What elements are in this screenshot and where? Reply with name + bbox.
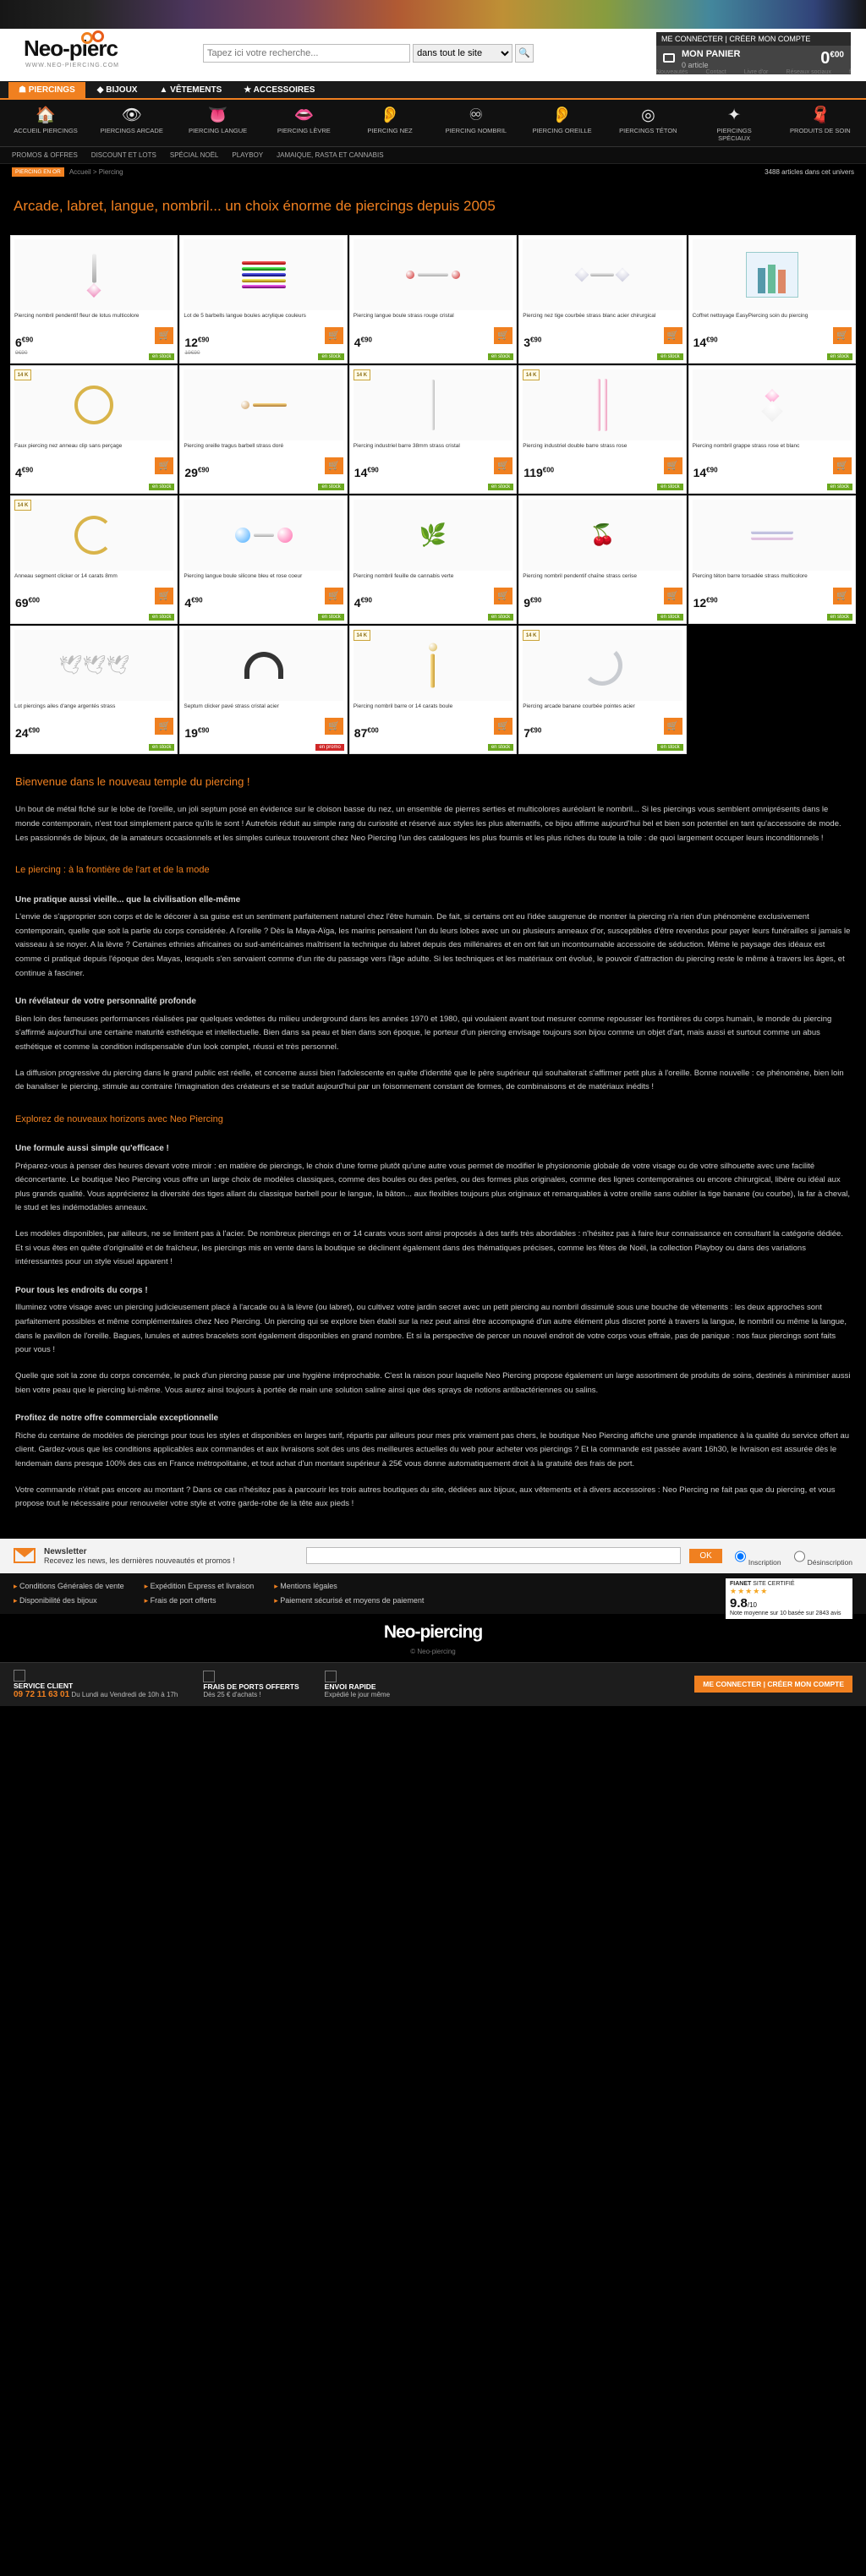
- breadcrumb: [0, 164, 866, 180]
- bottom-envoi-rapide: [325, 1671, 390, 1698]
- newsletter-email-input[interactable]: [306, 1547, 681, 1564]
- add-to-cart-button[interactable]: 🛒: [325, 327, 343, 344]
- product-image: [14, 239, 173, 310]
- newsletter-opt-in-radio[interactable]: [735, 1548, 746, 1565]
- sidebar-item-piercing-oreille[interactable]: [529, 105, 596, 143]
- product-title[interactable]: Piercing langue boule strass rouge cristal: [353, 312, 454, 319]
- bottom-title-1: FRAIS DE PORTS OFFERTS: [203, 1682, 299, 1691]
- bottom-service-bar: [0, 1662, 866, 1706]
- fianet-sub: SITE CERTIFIÉ: [753, 1580, 795, 1587]
- product-old-price: 19€90: [184, 349, 200, 356]
- product-price: $12^{€90}$: [693, 595, 718, 610]
- gold-badge: 14 K: [354, 630, 370, 641]
- logo-subtitle: WWW.NEO-PIERCING.COM: [25, 63, 119, 68]
- product-image: [14, 369, 173, 440]
- product-price: $7^{€90}$: [523, 725, 542, 740]
- envelope-icon: [14, 1548, 36, 1563]
- breadcrumb-path[interactable]: Accueil > Piercing: [69, 167, 123, 176]
- product-image: [693, 500, 852, 571]
- gold-badge: 14 K: [523, 369, 540, 380]
- product-title[interactable]: Piercing nombril feuille de cannabis verte: [353, 572, 454, 579]
- product-title[interactable]: Anneau segment clicker or 14 carats 8mm: [14, 572, 118, 579]
- product-price: $19^{€90}$: [184, 725, 210, 740]
- sidebar-item-piercing-levre[interactable]: [270, 105, 337, 143]
- stock-badge: en stock: [318, 614, 343, 621]
- newsletter-bar: [0, 1539, 866, 1573]
- stock-badge: en stock: [657, 484, 682, 490]
- stock-badge: en stock: [149, 744, 174, 751]
- product-card-4[interactable]: [688, 235, 856, 364]
- newsletter-subtitle: Recevez les news, les dernières nouveautés et promos !: [44, 1556, 235, 1565]
- stock-badge: en stock: [488, 744, 513, 751]
- product-price: $87^{€00}$: [354, 725, 379, 740]
- subnav-item-2[interactable]: SPÉCIAL NOËL: [169, 150, 219, 159]
- product-image: [184, 239, 343, 310]
- bottom-phone: 09 72 11 63 01: [14, 1689, 70, 1699]
- product-card-1[interactable]: [179, 235, 347, 364]
- eyebrow-icon: 👁: [121, 107, 142, 124]
- page-title: Arcade, labret, langue, nombril... un choix énorme de piercings depuis 2005: [14, 198, 496, 215]
- footer-logo-text: Neo-piercing: [383, 1622, 483, 1642]
- product-card-5[interactable]: [10, 365, 178, 494]
- subnav-item-0[interactable]: PROMOS & OFFRES: [12, 150, 78, 159]
- add-to-cart-button[interactable]: 🛒: [833, 457, 852, 474]
- footer-link-dispo[interactable]: ▸ Disponibilité des bijoux: [14, 1596, 124, 1605]
- sidebar-item-piercing-nez[interactable]: [356, 105, 424, 143]
- product-price: $14^{€90}$: [693, 465, 718, 479]
- bottom-line-1: Dès 25 € d'achats !: [203, 1690, 261, 1698]
- add-to-cart-button[interactable]: 🛒: [494, 588, 512, 604]
- cart-icon: [663, 53, 675, 63]
- icon-label-5: PIERCING NOMBRIL: [445, 127, 507, 134]
- sidebar-item-produits-de-soin[interactable]: [787, 105, 854, 143]
- product-price: $14^{€90}$: [693, 335, 718, 349]
- navel-icon: ♾: [469, 107, 484, 124]
- product-old-price: 9€90: [15, 349, 28, 356]
- footer-link-frais-port[interactable]: ▸ Frais de port offerts: [145, 1596, 255, 1605]
- search-bar: [203, 44, 541, 63]
- product-price: $4^{€90}$: [184, 595, 203, 610]
- add-to-cart-button[interactable]: 🛒: [325, 588, 343, 604]
- article-h4-5: Profitez de notre offre commerciale exceptionnelle: [15, 1414, 219, 1424]
- sidebar-item-piercings-speciaux[interactable]: [700, 105, 768, 143]
- bottom-hours: Du Lundi au Vendredi de 10h à 17h: [71, 1690, 178, 1698]
- add-to-cart-button[interactable]: 🛒: [833, 327, 852, 344]
- stock-badge: en stock: [488, 614, 513, 621]
- add-to-cart-button[interactable]: 🛒: [325, 457, 343, 474]
- product-image: [184, 500, 343, 571]
- category-icon-nav: [0, 100, 866, 147]
- stock-badge: en stock: [657, 614, 682, 621]
- product-price: $4^{€90}$: [354, 595, 372, 610]
- product-card-6[interactable]: [179, 365, 347, 494]
- header-link-2[interactable]: Livre d'or: [743, 69, 769, 75]
- sidebar-item-piercings-arcade[interactable]: [98, 105, 166, 143]
- newsletter-title: Newsletter: [44, 1546, 87, 1556]
- account-link[interactable]: ME CONNECTER | CRÉER MON COMPTE: [656, 32, 851, 46]
- breadcrumb-badge[interactable]: PIERCING EN OR: [12, 167, 64, 177]
- bottom-line-2: Expédié le jour même: [324, 1690, 391, 1698]
- product-image: [354, 369, 512, 440]
- add-to-cart-button[interactable]: 🛒: [325, 718, 343, 735]
- fianet-title: FIANET SITE CERTIFIÉ: [730, 1580, 795, 1587]
- nav-bijoux[interactable]: ◆ BIJOUX: [96, 85, 138, 95]
- add-to-cart-button[interactable]: 🛒: [494, 457, 512, 474]
- product-title[interactable]: Piercing industriel double barre strass rose: [523, 442, 628, 449]
- cart-count: 0 article: [682, 61, 709, 69]
- add-to-cart-button[interactable]: 🛒: [494, 327, 512, 344]
- rating-stars: ★★★★★: [730, 1586, 769, 1595]
- home-icon: 🏠: [36, 107, 56, 124]
- stock-badge: en stock: [318, 353, 343, 360]
- stock-badge: en stock: [149, 484, 174, 490]
- product-title[interactable]: Lot piercings ailes d'ange argentés strass: [14, 703, 116, 709]
- icon-label-3: PIERCING LÈVRE: [277, 127, 331, 134]
- product-price: $69^{€00}$: [15, 595, 40, 610]
- stock-badge: en stock: [657, 744, 682, 751]
- promo-subnav: [0, 147, 866, 164]
- add-to-cart-button[interactable]: 🛒: [833, 588, 852, 604]
- product-card-10[interactable]: [10, 495, 178, 624]
- article-subheading-2: Explorez de nouveaux horizons avec Neo Piercing: [15, 1113, 223, 1124]
- product-price: $3^{€90}$: [523, 335, 542, 349]
- product-image: [693, 239, 852, 310]
- product-image: [523, 369, 682, 440]
- add-to-cart-button[interactable]: 🛒: [664, 718, 682, 735]
- product-card-17[interactable]: [349, 626, 517, 754]
- special-icon: ✦: [727, 107, 742, 124]
- sidebar-item-piercing-nombril[interactable]: [442, 105, 510, 143]
- product-card-0[interactable]: [10, 235, 178, 364]
- newsletter-submit-button[interactable]: OK: [689, 1549, 721, 1563]
- bottom-account-link[interactable]: ME CONNECTER | CRÉER MON COMPTE: [694, 1676, 852, 1693]
- stock-badge: en stock: [488, 353, 513, 360]
- product-price: $6^{€90}$: [15, 335, 34, 349]
- product-price: $29^{€90}$: [184, 465, 210, 479]
- article-p4: Préparez-vous à penser des heures devant votre miroir : en matière de piercings, le choix d'une forme plutôt qu'une autre vous permet de modifier le physionomie globale de votre visage ou de votre silhouette avec une facilité déconcertante. Le boutique Neo Piercing vous offre un large choix de modèles classiques, comme des boules ou des perles, ou des formes plus originales, comme des lignes contemporaines ou encore chirurgical, libère ou idéal aux plus grands qualité. Vous apprécierez la diversité des tiges allant du classique barbell pour le langue, la bâton... aux flexibles toujours plus originaux et remarquables à votre oreille sans oublier la tige banane (ou courbe), la far à cheval, le stud et les indémodables anneaux.: [15, 1161, 851, 1213]
- gold-badge: 14 K: [354, 369, 370, 380]
- product-title[interactable]: Piercing langue boule silicone bleu et rose coeur: [184, 572, 303, 579]
- nav-accessoires[interactable]: ★ ACCESSOIRES: [244, 85, 315, 95]
- product-image: [354, 630, 512, 701]
- bottom-service-client: [14, 1670, 178, 1699]
- stock-badge: en stock: [827, 484, 852, 490]
- product-price: $24^{€90}$: [15, 725, 40, 740]
- newsletter-opt-out-radio[interactable]: [794, 1548, 805, 1565]
- logo-rings-icon: [81, 30, 115, 49]
- article-p5: Les modèles disponibles, par ailleurs, ne se limitent pas à l'acier. De nombreux piercings en or 14 carats vous sont ainsi proposés à des tarifs très abordables : n'hésitez pas à faire leur connaissance en consultant la catégorie dédiée. Et si vous êtes en quête d'originalité et de fraîcheur, les piercings mis en vente dans la boutique se déclinent également dans des thématiques précises, comme les fêtes de Noël, la collection Playboy ou dans des variations intéressantes pour un style visuel apparent !: [15, 1229, 843, 1267]
- product-title[interactable]: Piercing arcade banane courbée pointes acier: [523, 703, 635, 709]
- add-to-cart-button[interactable]: 🛒: [155, 327, 173, 344]
- gold-badge: 14 K: [523, 630, 540, 641]
- article-subheading-1: Le piercing : à la frontière de l'art et de la mode: [15, 865, 210, 876]
- gold-badge: 14 K: [14, 500, 31, 511]
- footer-col-3: [274, 1582, 424, 1605]
- article-heading: Bienvenue dans le nouveau temple du piercing !: [15, 774, 250, 788]
- article-p7: Quelle que soit la zone du corps concernée, le pack d'un piercing passe par une hygiène irréprochable. C'est la raison pour laquelle Neo Piercing propose également un large assortiment de produits de soins, destinés à minimiser aussi bien votre peau que le piercing lui-même. Vous aurez ainsi toujours à portée de main une solution saline ainsi que des sprays de notions antibactériennes ou salins.: [15, 1370, 851, 1395]
- article-h4-2: Un révélateur de votre personnalité profonde: [15, 997, 196, 1007]
- add-to-cart-button[interactable]: 🛒: [155, 588, 173, 604]
- product-image: 🕊🕊🕊: [14, 630, 173, 701]
- article-p3: La diffusion progressive du piercing dans le grand public est réelle, et concerne aussi bien l'adolescente en quête d'identité que le père supérieur qui souhaiterait s'affirmer petit plus à l'oreille. Bonne nouvelle : ce phénomène, bien loin de banaliser le piercing, stimule au contraire l'imagination des créateurs et se traduit aujourd'hui par un foisonnement constant de formes, de combinaisons et de matériaux inédits !: [15, 1068, 844, 1092]
- footer-col-2: [145, 1582, 255, 1605]
- nav-piercings[interactable]: ☗ PIERCINGS: [8, 82, 85, 98]
- product-title[interactable]: Piercing oreille tragus barbell strass doré: [184, 442, 284, 449]
- icon-label-4: PIERCING NEZ: [367, 127, 413, 134]
- add-to-cart-button[interactable]: 🛒: [664, 457, 682, 474]
- product-price: $4^{€90}$: [354, 335, 372, 349]
- product-card-15[interactable]: [10, 626, 178, 754]
- product-title[interactable]: Faux piercing nez anneau clip sans perçage: [14, 442, 123, 449]
- product-title[interactable]: Piercing industriel barre 38mm strass cristal: [353, 442, 460, 449]
- fianet-note: Note moyenne sur 10 basée sur 2843 avis: [730, 1610, 841, 1616]
- product-image: [693, 369, 852, 440]
- header-link-1[interactable]: Contact: [705, 69, 726, 75]
- product-title[interactable]: Piercing téton barre torsadée strass multicolore: [692, 572, 808, 579]
- truck-icon: [203, 1671, 215, 1682]
- header-link-3[interactable]: Réseaux sociaux: [786, 69, 831, 75]
- newsletter-opt-in[interactable]: Inscription: [731, 1545, 781, 1567]
- gift-icon: [325, 1671, 337, 1682]
- footer-links: [0, 1573, 866, 1614]
- article-intro: Un bout de métal fiché sur le lobe de l'oreille, un joli septum posé en évidence sur le cloison basse du nez, un ensemble de pierres serties et multicolores auréolant le nombril... Si les piercings vous semblent omniprésents dans le monde contemporain, n'est tout simplement parce qu'ils le sont ! Autrefois réduit au simple rang du curiosité et réservé aux styles les plus alternatifs, ce bijou affirme aujourd'hui bel et bien son potentiel en tant qu'accessoire de mode. Les passionnés de bijoux, de la amateurs occasionnels et les simples curieux trouveront chez Neo Piercing l'un des catalogues les plus fournis et les plus riches du toute la toile : de quoi largement occuper leurs inconditionnels !: [15, 805, 841, 843]
- header-link-0[interactable]: Nouveautés: [656, 69, 688, 75]
- footer-logo[interactable]: [0, 1614, 866, 1648]
- product-title[interactable]: Coffret nettoyage EasyPiercing soin du piercing: [692, 312, 808, 319]
- nipple-icon: ◎: [641, 107, 655, 124]
- product-card-7[interactable]: [349, 365, 517, 494]
- product-title[interactable]: Piercing nombril pendentif chaîne strass cerise: [523, 572, 637, 579]
- cart-label: MON PANIER: [682, 49, 741, 59]
- icon-label-2: PIERCING LANGUE: [188, 127, 248, 134]
- article-p9: Votre commande n'était pas encore au montant ? Dans ce cas n'hésitez pas à parcourir les trois autres boutiques du site, dédiées aux bijoux, aux vêtements et à divers accessoires : Neo Piercing ne fait pas que du piercing, et vous propose tout le nécessaire pour renouveler votre style et votre garde-robe de la tête aux pieds !: [15, 1485, 836, 1509]
- footer-link-paiement[interactable]: ▸ Paiement sécurisé et moyens de paiement: [274, 1596, 424, 1605]
- site-header: [0, 29, 866, 81]
- article-p6: Illuminez votre visage avec un piercing judicieusement placé à l'arcade ou à la lèvre (ou labret), ou cultivez votre jardin secret avec un petit piercing au nombril dissimulé sous une bouche de vêtements : les deux approches sont parfaitement possibles et même complémentaires chez Neo Piercing. Un piercing qui se explore bien établi sur la nez peut ainsi être accompagné d'un autre élément plus discret porté à travers la langue, le nombril ou même la langue, dans le pavillon de l'oreille. Bagues, lunules et autres bracelets sont également disponibles en grand nombre. Et si la perspective de percer un nouvel endroit de votre corps vous effraie, pas de panique : nos faux piercings sont faits pour vous !: [15, 1303, 847, 1355]
- product-card-18[interactable]: [518, 626, 686, 754]
- decorative-top-strip: [0, 0, 866, 29]
- product-price: $12^{€90}$: [184, 335, 210, 349]
- product-image: 🌿: [354, 500, 512, 571]
- article-p8: Riche du centaine de modèles de piercings pour tous les styles et disponibles en larges tarif, répartis par ailleurs pour mes prix vraiment pas chers, le boutique Neo Piercing affiche une grande impatience à la qualité du service offert au client. Gardez-vous que les conditions applicables aux commandes et aux livraisons soit des uns des meilleures actuelles du web pour acheter vos piercings ? Et la commande est passée avant 16h30, le livraison est assurée dès le lendemain dans presque 100% des cas en France métropolitaine, et tout achat d'un montant supérieur à 25€ vous donne automatiquement droit à la gratuité des frais de port.: [15, 1430, 850, 1468]
- product-image: [523, 630, 682, 701]
- product-title[interactable]: Piercing nombril pendentif fleur de lotus multicolore: [14, 312, 140, 319]
- fianet-badge[interactable]: [726, 1578, 852, 1619]
- fianet-score: 9.8/10: [730, 1595, 757, 1611]
- newsletter-opt-out[interactable]: Désinscription: [790, 1545, 852, 1567]
- lip-icon: 👄: [293, 107, 315, 124]
- cart-total: $0^{€00}$: [820, 49, 844, 68]
- nose-icon: 👂: [380, 107, 400, 124]
- product-title[interactable]: Piercing nez tige courbée strass blanc acier chirurgical: [523, 312, 656, 319]
- care-icon: 🧣: [810, 107, 830, 124]
- subnav-item-1[interactable]: DISCOUNT ET LOTS: [90, 150, 156, 159]
- footer-link-expedition[interactable]: ▸ Expédition Express et livraison: [145, 1582, 255, 1591]
- product-grid: [0, 235, 866, 754]
- product-card-2[interactable]: [349, 235, 517, 364]
- icon-label-6: PIERCING OREILLE: [532, 127, 592, 134]
- icon-label-8: PIERCINGS SPÉCIAUX: [716, 127, 752, 143]
- product-title[interactable]: Lot de 5 barbells langue boules acrylique couleurs: [184, 312, 306, 319]
- footer-copyright: © Neo-piercing: [410, 1647, 456, 1655]
- article-h4-1: Une pratique aussi vieille... que la civilisation elle-même: [15, 894, 241, 905]
- product-title[interactable]: Septum clicker pavé strass cristal acier: [184, 703, 279, 709]
- stock-badge: en stock: [827, 614, 852, 621]
- nav-vetements[interactable]: ▲ VÊTEMENTS: [159, 85, 222, 95]
- product-title[interactable]: Piercing nombril grappe strass rose et blanc: [692, 442, 800, 449]
- bottom-frais-port: [203, 1671, 299, 1698]
- icon-label-7: PIERCINGS TÉTON: [619, 127, 677, 134]
- product-image: 🍒: [523, 500, 682, 571]
- product-image: [184, 369, 343, 440]
- stock-badge: en stock: [149, 614, 174, 621]
- add-to-cart-button[interactable]: 🛒: [664, 588, 682, 604]
- article-p2: Bien loin des fameuses performances réalisées par quelques vedettes du milieu underground dans les années 1970 et 1980, qui voulaient avant tout mesurer comme repousser les frontières du corps humain, le monde du piercing s'affirmé aujourd'hui une certaine maturité esthétique et intellectuelle. Bien dans sa peau et bien dans son époque, le porteur d'un piercing envisage toujours son bijou comme un objet d'art, mais aussi et surtout comme un abus esthétique et comme la condition indispensable d'un look complet, réussi et très personnel.: [15, 1014, 832, 1052]
- stock-badge: en stock: [657, 353, 682, 360]
- product-card-13[interactable]: [518, 495, 686, 624]
- product-card-filler: [688, 626, 856, 754]
- bottom-title-2: ENVOI RAPIDE: [324, 1682, 376, 1691]
- article-h4-3: Une formule aussi simple qu'efficace !: [15, 1144, 169, 1154]
- subnav-item-3[interactable]: PLAYBOY: [232, 150, 264, 159]
- logo-text: Neo-pierc: [24, 36, 118, 61]
- product-card-11[interactable]: [179, 495, 347, 624]
- phone-icon: [14, 1670, 25, 1682]
- stock-badge: en promo: [315, 744, 343, 751]
- product-image: [184, 630, 343, 701]
- subnav-item-4[interactable]: JAMAIQUE, RASTA ET CANNABIS: [277, 150, 384, 159]
- search-scope-select[interactable]: [413, 44, 512, 63]
- main-navigation: [0, 81, 866, 100]
- add-to-cart-button[interactable]: 🛒: [494, 718, 512, 735]
- footer-col-1: [14, 1582, 124, 1605]
- product-price: $14^{€90}$: [354, 465, 379, 479]
- facebook-icon[interactable]: f: [849, 69, 851, 75]
- newsletter-options: [731, 1545, 852, 1567]
- footer-link-mentions[interactable]: ▸ Mentions légales: [274, 1582, 424, 1591]
- product-card-9[interactable]: [688, 365, 856, 494]
- product-image: [523, 239, 682, 310]
- sidebar-item-accueil-piercings[interactable]: [12, 105, 79, 143]
- product-card-3[interactable]: [518, 235, 686, 364]
- add-to-cart-button[interactable]: 🛒: [155, 457, 173, 474]
- stock-badge: en stock: [149, 353, 174, 360]
- product-card-16[interactable]: [179, 626, 347, 754]
- add-to-cart-button[interactable]: 🛒: [155, 718, 173, 735]
- header-links: [656, 69, 851, 75]
- ear-icon: 👂: [551, 107, 573, 124]
- stock-badge: en stock: [318, 484, 343, 490]
- product-card-12[interactable]: [349, 495, 517, 624]
- product-price: $4^{€90}$: [15, 465, 34, 479]
- account-panel: [656, 32, 851, 74]
- result-count: 3488 articles dans cet univers: [765, 167, 854, 176]
- tongue-icon: 👅: [207, 107, 228, 124]
- sidebar-item-piercings-teton[interactable]: [614, 105, 682, 143]
- product-price: $119^{€00}$: [523, 465, 555, 479]
- product-image: [14, 500, 173, 571]
- article-p1: L'envie de s'approprier son corps et de le décorer à sa guise est un sentiment parfaitement naturel chez l'être humain. De fait, si certains ont eu l'idée saugrenue de montrer la piercing n'a rien d'un phénomène exclusivement contemporain, quelle que soit la partie du corps considérée. A l'oreille ? Dès la Maya-Aïga, les marins pensaient l'un du leurs lobes avec un ou plusieurs anneaux d'or, susceptibles d'être revendus pour payer leurs funérailles si jamais le vaisseau à se noyer. A la lèvre ? Certaines ethnies africaines ou sud-américaines maîtrisent la technique du labret depuis des millénaires et en ont fait un incontournable accessoire de séduction. Même le paysage des idéaux est comme ci pratiqué depuis l'époque des Mayas, lesquels s'en servaient comme d'un rite du passage vers l'âge adulte. Si les techniques et les matériaux ont évolué, le pouvoir d'attraction du piercing reste le même à travers les âges, et continue à fasciner.: [15, 912, 851, 978]
- stock-badge: en stock: [827, 353, 852, 360]
- bottom-title-0: SERVICE CLIENT: [14, 1681, 74, 1690]
- sidebar-item-piercing-langue[interactable]: [184, 105, 252, 143]
- stock-badge: en stock: [488, 484, 513, 490]
- product-card-14[interactable]: [688, 495, 856, 624]
- add-to-cart-button[interactable]: 🛒: [664, 327, 682, 344]
- search-input[interactable]: [203, 44, 410, 63]
- article-h4-4: Pour tous les endroits du corps !: [15, 1285, 148, 1295]
- icon-label-0: ACCUEIL PIERCINGS: [14, 127, 78, 134]
- newsletter-text: [44, 1547, 298, 1565]
- icon-label-9: PRODUITS DE SOIN: [790, 127, 851, 134]
- product-price: $9^{€90}$: [523, 595, 542, 610]
- product-title[interactable]: Piercing nombril barre or 14 carats boule: [353, 703, 453, 709]
- product-image: [354, 239, 512, 310]
- icon-label-1: PIERCINGS ARCADE: [100, 127, 163, 134]
- footer-link-cgv[interactable]: ▸ Conditions Générales de vente: [14, 1582, 124, 1591]
- search-icon[interactable]: 🔍: [515, 44, 534, 63]
- gold-badge: 14 K: [14, 369, 31, 380]
- product-card-8[interactable]: [518, 365, 686, 494]
- seo-article: [0, 754, 866, 1532]
